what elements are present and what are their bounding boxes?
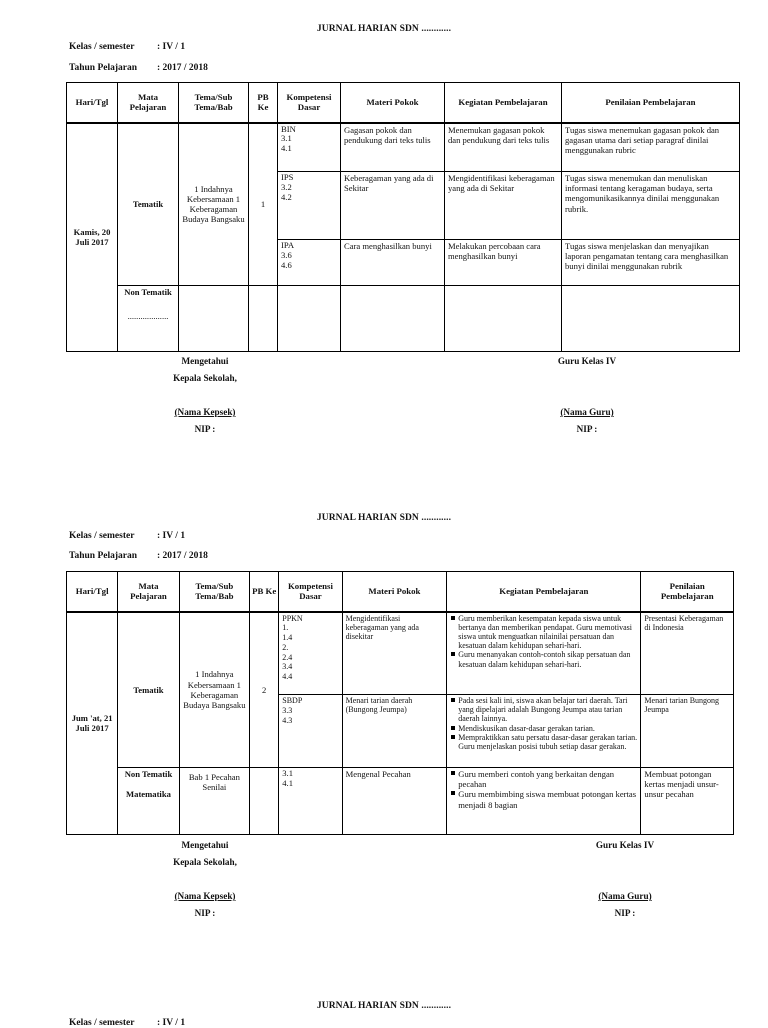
sig-nama-guru: (Nama Guru)	[560, 407, 614, 417]
sig-nama-guru: (Nama Guru)	[598, 891, 652, 901]
kd-line: 4.6	[281, 259, 292, 270]
kd-line: 4.4	[282, 672, 293, 682]
kegiatan-item: Guru memberi contoh yang berkaitan dengan pecahan	[458, 769, 637, 789]
header-mapel: Mata Pelajaran	[118, 572, 179, 612]
materi-cell: Keberagaman yang ada di Sekitar	[341, 172, 445, 240]
mapel-tematik-cell: Tematik	[118, 123, 179, 286]
kd-line: 3.1	[282, 768, 293, 778]
kd-line: 3.3	[282, 705, 293, 715]
signature-kepsek	[160, 837, 250, 922]
header-kegiatan: Kegiatan Pembelajaran	[445, 83, 562, 123]
kd-cell	[278, 172, 341, 240]
header-mapel: Mata Pelajaran	[118, 83, 179, 123]
header-kegiatan: Kegiatan Pembelajaran	[447, 572, 641, 612]
header-kd: Kompetensi Dasar	[278, 83, 341, 123]
header-hari: Hari/Tgl	[67, 572, 118, 612]
header-materi: Materi Pokok	[342, 572, 447, 612]
penilaian-cell: Tugas siswa menemukan dan menuliskan informasi tentang keragaman budaya, serta mengomunikasikannya dinilai menggunakan rubrik.	[562, 172, 740, 240]
mapel-non-label: Non Tematik	[124, 769, 173, 779]
empty-cell	[445, 286, 562, 352]
penilaian-cell: Presentasi Keberagaman di Indonesia	[641, 612, 734, 695]
kegiatan-cell	[447, 768, 641, 835]
journal-title: JURNAL HARIAN SDN ............	[316, 1001, 452, 1011]
tema-cell: 1 Indahnya Kebersamaan 1 Keberagaman Budaya Bangsaku	[179, 612, 249, 768]
tahun-value: : 2017 / 2018	[157, 63, 208, 73]
journal-title: JURNAL HARIAN SDN ............	[316, 513, 452, 523]
kelas-value: : IV / 1	[157, 1018, 186, 1028]
kelas-semester-row	[69, 1018, 185, 1028]
kd-line: 3.1	[281, 133, 292, 144]
tahun-label: Tahun Pelajaran	[69, 551, 138, 561]
signature-guru	[542, 353, 632, 438]
kegiatan-cell	[447, 612, 641, 695]
penilaian-cell: Menari tarian Bungong Jeumpa	[641, 695, 734, 768]
kegiatan-item: Pada sesi kali ini, siswa akan belajar tari daerah. Tari yang dipelajari adalah Bungong Jeumpa atau tarian daerah lainnya.	[458, 696, 637, 724]
header-tema: Tema/Sub Tema/Bab	[179, 572, 249, 612]
kd-line: 3.6	[281, 249, 292, 260]
kelas-semester-row	[69, 42, 185, 52]
kd-line: BIN	[281, 123, 296, 134]
kd-line: IPA	[281, 240, 295, 250]
kegiatan-cell	[447, 695, 641, 768]
sig-mengetahui: Mengetahui	[181, 840, 229, 850]
kelas-semester-row	[69, 531, 185, 541]
kegiatan-cell: Menemukan gagasan pokok dan pendukung dari teks tulis	[445, 123, 562, 172]
materi-cell: Menari tarian daerah (Bungong Jeumpa)	[342, 695, 447, 768]
mapel-non-tematik-cell	[118, 768, 179, 835]
kegiatan-item: Mendiskusikan dasar-dasar gerakan tarian.	[458, 724, 637, 733]
kd-cell	[279, 612, 342, 695]
sig-guru-kelas: Guru Kelas IV	[595, 840, 655, 850]
header-materi: Materi Pokok	[341, 83, 445, 123]
kegiatan-item: Mempraktikkan satu persatu dasar-dasar gerakan tarian. Guru menjelaskan posisi tubuh setiap dasar gerakan.	[458, 732, 638, 752]
tahun-pelajaran-row	[69, 63, 208, 73]
kegiatan-item: Guru memberikan kesempatan kepada siswa untuk bertanya dan memberikan pendapat. Guru memotivasi siswa untuk menguatkan nilainilai persatuan dan kesatuan dalam kehidupan sehari-hari.	[458, 614, 637, 651]
mapel-matematika: Matematika	[126, 789, 171, 800]
empty-cell	[341, 286, 445, 352]
sig-guru-kelas: Guru Kelas IV	[557, 356, 617, 366]
kd-cell	[279, 768, 342, 835]
sig-nama-kepsek: (Nama Kepsek)	[174, 407, 236, 417]
mapel-non-tematik-cell	[118, 286, 179, 352]
tema-cell: 1 Indahnya Kebersamaan 1 Keberagaman Budaya Bangsaku	[179, 123, 249, 286]
signature-kepsek	[160, 353, 250, 438]
journal-table	[66, 571, 734, 835]
table-row	[67, 123, 740, 172]
kd-cell	[279, 695, 342, 768]
empty-cell	[562, 286, 740, 352]
kd-line: 4.1	[281, 143, 292, 154]
kd-line: 2.4	[282, 652, 293, 662]
hari-cell: Jum 'at, 21 Juli 2017	[67, 612, 118, 835]
kd-line: SBDP	[282, 696, 303, 705]
kd-cell	[278, 123, 341, 172]
kd-line: 1.4	[282, 633, 293, 643]
kegiatan-item: Guru membimbing siswa membuat potongan kertas menjadi 8 bagian	[458, 789, 637, 810]
kd-line: 4.1	[282, 777, 293, 788]
header-hari: Hari/Tgl	[67, 83, 118, 123]
kelas-label: Kelas / semester	[69, 42, 135, 52]
kegiatan-item: Guru menanyakan contoh-contoh sikap persatuan dan kesatuan dalam kehidupan sehari-hari.	[458, 650, 637, 668]
empty-cell	[249, 286, 278, 352]
table-row	[67, 612, 734, 695]
tahun-pelajaran-row	[69, 551, 208, 561]
kd-line: 4.2	[281, 191, 292, 202]
mapel-non-label: Non Tematik	[124, 287, 172, 297]
kd-line: 1.	[282, 623, 289, 633]
kd-line: IPS	[281, 172, 294, 182]
sig-nip: NIP :	[194, 424, 216, 434]
materi-cell: Cara menghasilkan bunyi	[341, 240, 445, 286]
kd-line: 3.4	[282, 662, 293, 672]
table-header-row	[67, 572, 734, 612]
header-tema: Tema/Sub Tema/Bab	[179, 83, 249, 123]
table-header-row	[67, 83, 740, 123]
penilaian-cell: Tugas siswa menemukan gagasan pokok dan gagasan utama dari setiap paragraf dinilai menggunakan rubric	[562, 123, 740, 172]
empty-cell	[278, 286, 341, 352]
kd-line: 3.2	[281, 181, 292, 192]
materi-cell: Mengidentifikasi keberagaman yang ada disekitar	[342, 612, 447, 695]
kd-line: 2.	[282, 642, 289, 652]
sig-nip: NIP :	[194, 908, 216, 918]
materi-cell: Mengenal Pecahan	[342, 768, 447, 835]
journal-table	[66, 82, 740, 352]
tahun-value: : 2017 / 2018	[157, 551, 208, 561]
hari-cell: Kamis, 20 Juli 2017	[67, 123, 118, 352]
empty-cell	[250, 768, 279, 835]
kd-cell	[278, 240, 341, 286]
kelas-value: : IV / 1	[157, 42, 186, 52]
kegiatan-cell: Melakukan percobaan cara menghasilkan bunyi	[445, 240, 562, 286]
header-penilaian: Penilaian Pembelajaran	[562, 83, 740, 123]
kegiatan-cell: Mengidentifikasi keberagaman yang ada di Sekitar	[445, 172, 562, 240]
mapel-tematik-cell: Tematik	[118, 612, 179, 768]
header-pb: PB Ke	[250, 572, 279, 612]
sig-kepala-sekolah: Kepala Sekolah,	[173, 373, 237, 383]
sig-nama-kepsek: (Nama Kepsek)	[174, 891, 236, 901]
sig-nip: NIP :	[576, 424, 598, 434]
penilaian-cell: Membuat potongan kertas menjadi unsur-unsur pecahan	[641, 768, 734, 835]
tema-non-cell: Bab 1 Pecahan Senilai	[179, 768, 249, 835]
sig-kepala-sekolah: Kepala Sekolah,	[173, 857, 237, 867]
table-row	[67, 768, 734, 835]
sig-mengetahui: Mengetahui	[181, 356, 229, 366]
header-kd: Kompetensi Dasar	[279, 572, 342, 612]
penilaian-cell: Tugas siswa menjelaskan dan menyajikan laporan pengamatan tentang cara menghasilkan bunyi dinilai menggunakan rubrik	[562, 240, 740, 286]
journal-title: JURNAL HARIAN SDN ............	[316, 24, 452, 34]
mapel-dots: ...................	[127, 311, 169, 322]
sig-nip: NIP :	[614, 908, 636, 918]
pb-cell: 1	[249, 123, 278, 286]
kelas-label: Kelas / semester	[69, 1018, 135, 1028]
materi-cell: Gagasan pokok dan pendukung dari teks tulis	[341, 123, 445, 172]
signature-guru	[580, 837, 670, 922]
pb-cell: 2	[250, 612, 279, 768]
header-penilaian: Penilaian Pembelajaran	[641, 572, 734, 612]
kd-line: PPKN	[282, 613, 303, 623]
kelas-label: Kelas / semester	[69, 531, 135, 541]
empty-cell	[179, 286, 249, 352]
kelas-value: : IV / 1	[157, 531, 186, 541]
kd-line: 4.3	[282, 715, 293, 725]
header-pb: PB Ke	[249, 83, 278, 123]
tahun-label: Tahun Pelajaran	[69, 63, 138, 73]
table-row	[67, 286, 740, 352]
